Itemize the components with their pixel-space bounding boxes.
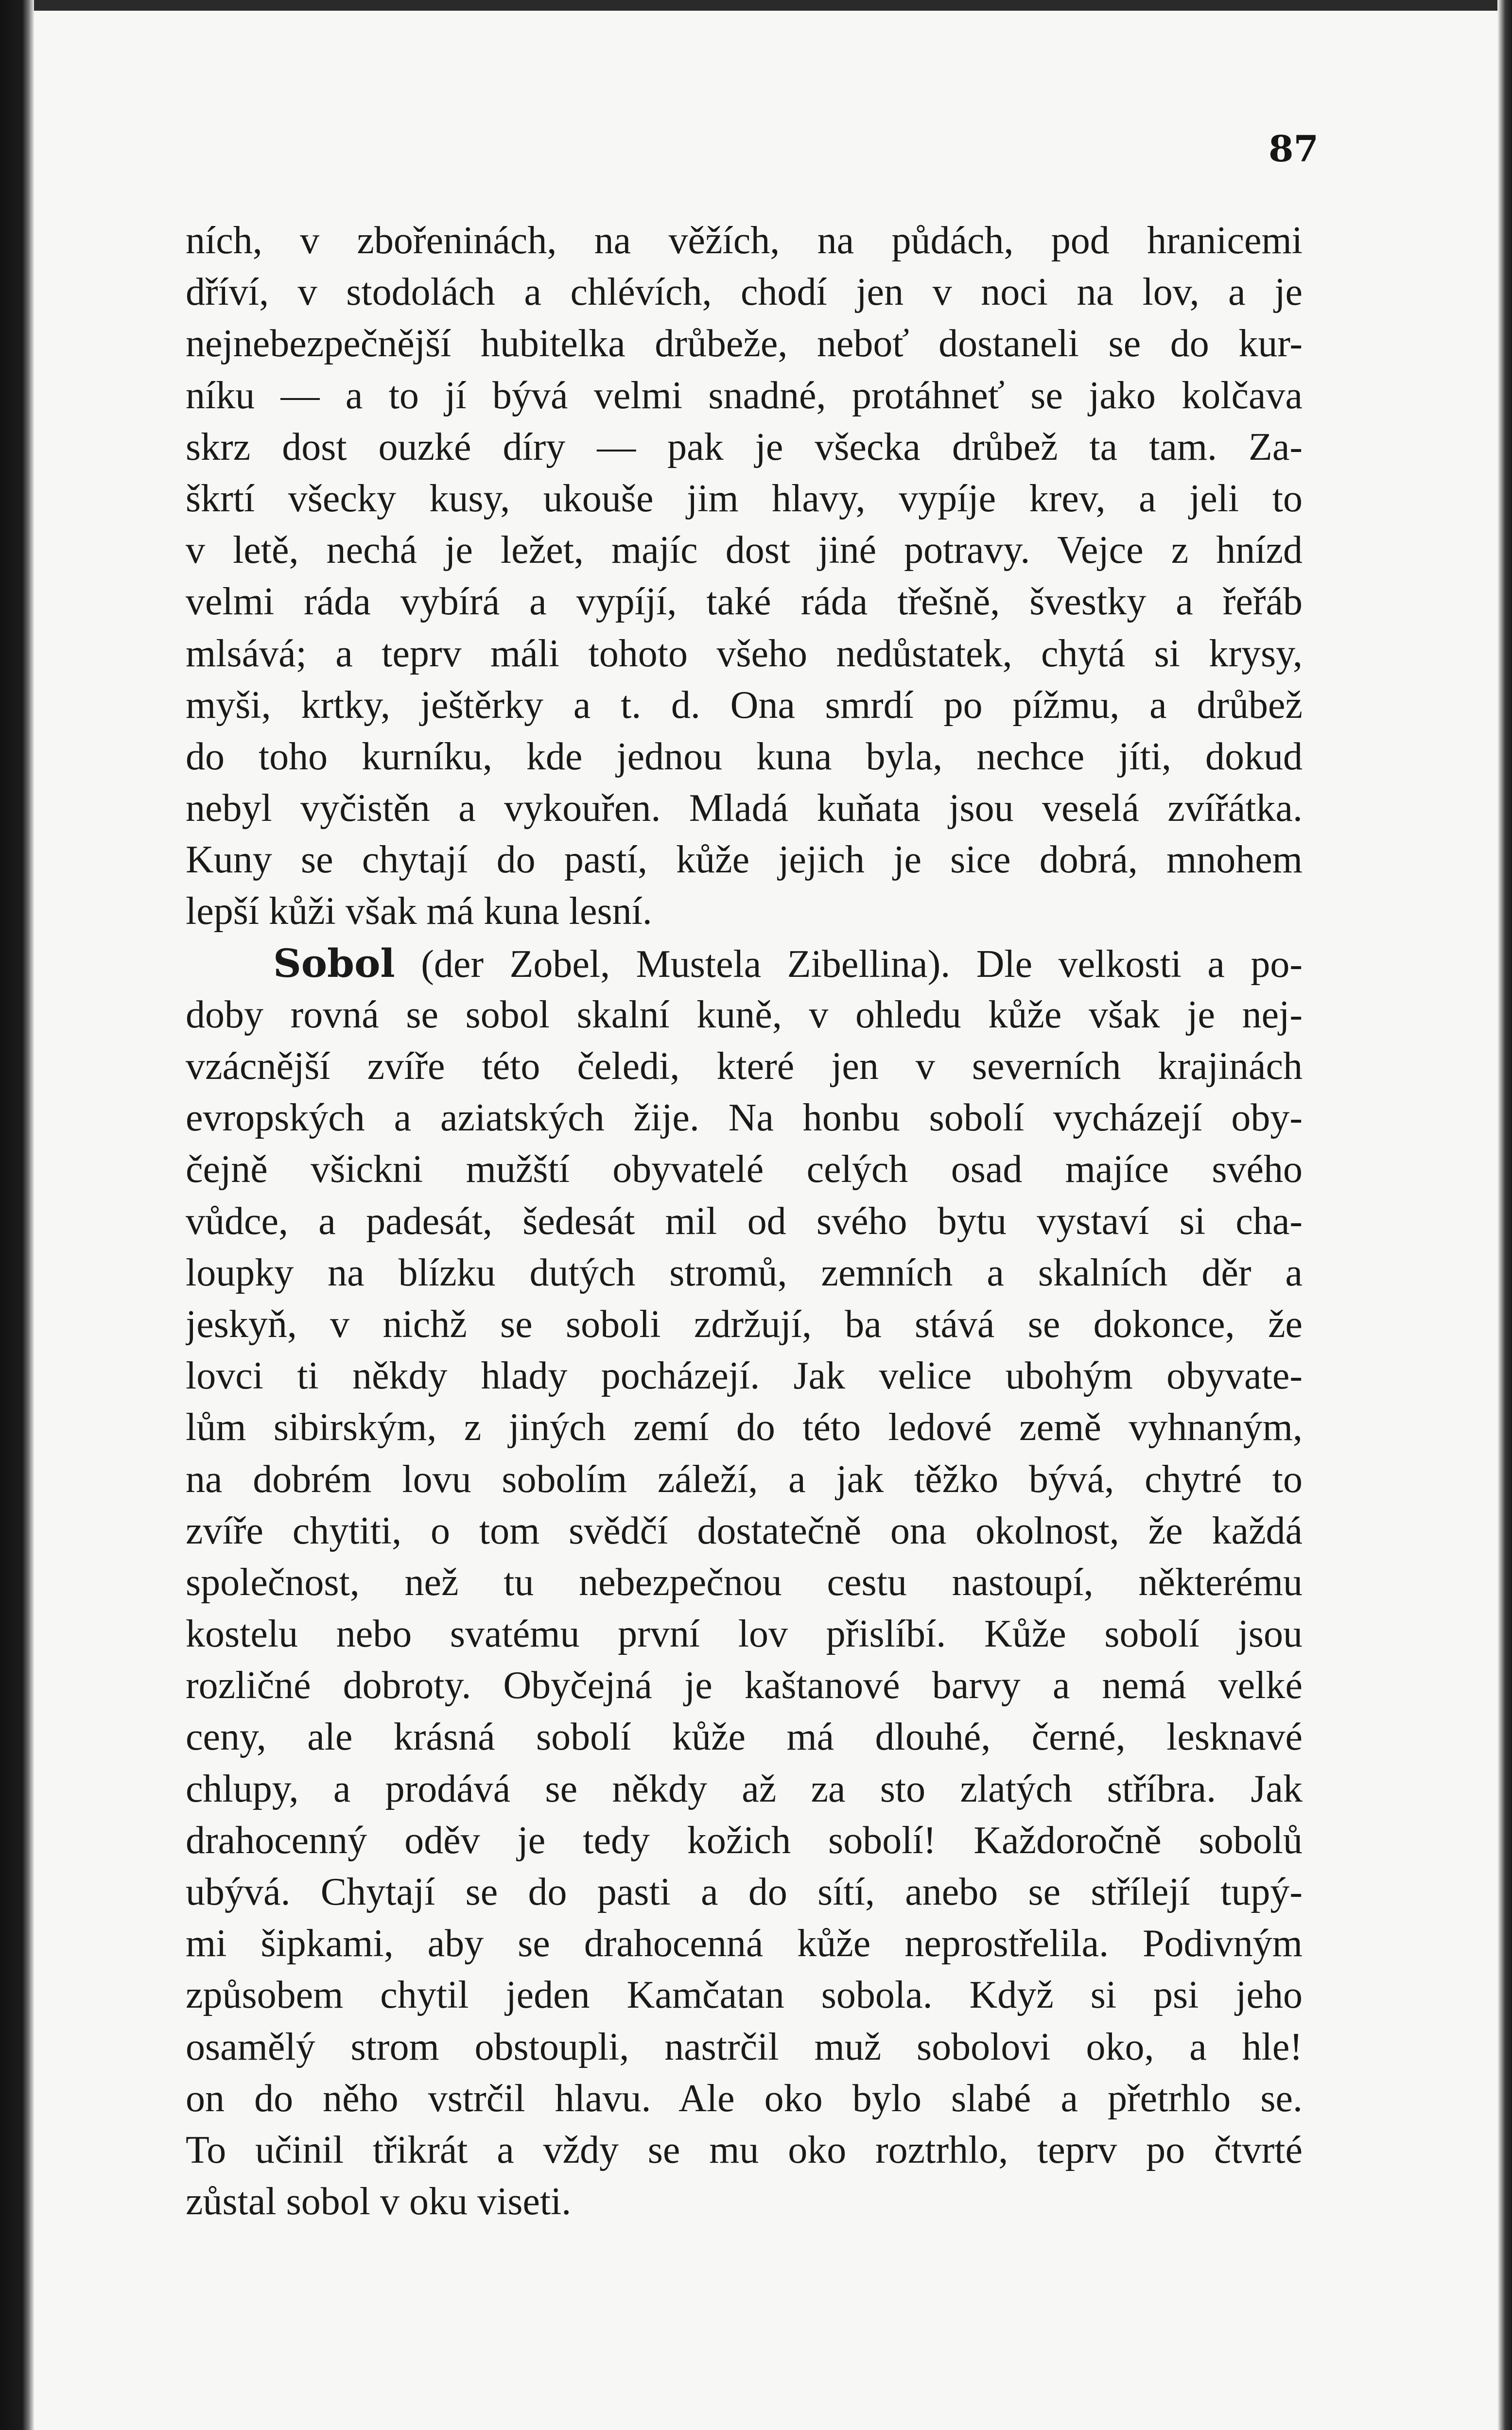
text-line: kostelu nebo svatému první lov přislíbí. Kůže sobolí jsou xyxy=(186,1613,1303,1656)
text-line: mi šipkami, aby se drahocenná kůže neprostřelila. Podivným xyxy=(186,1922,1303,1965)
text-line: zůstal sobol v oku viseti. xyxy=(186,2180,572,2223)
text-line: způsobem chytil jeden Kamčatan sobola. Když si psi jeho xyxy=(186,1974,1303,2017)
text-line: lům sibirským, z jiných zemí do této ledové země vyhnaným, xyxy=(186,1406,1303,1449)
text-line: lepší kůži však má kuna lesní. xyxy=(186,890,652,933)
text-line: evropských a aziatských žije. Na honbu sobolí vycházejí oby- xyxy=(186,1096,1303,1140)
text-line: rozličné dobroty. Obyčejná je kaštanové barvy a nemá velké xyxy=(186,1664,1303,1707)
text-line: zvíře chytiti, o tom svědčí dostatečně ona okolnost, že každá xyxy=(186,1509,1303,1552)
heading-line-rest: (der Zobel, Mustela Zibellina). Dle velkosti a po- xyxy=(395,942,1303,986)
text-line: on do něho vstrčil hlavu. Ale oko bylo slabé a přetrhlo se. xyxy=(186,2077,1303,2120)
text-line: v letě, nechá je ležet, majíc dost jiné potravy. Vejce z hnízd xyxy=(186,529,1303,572)
body-text xyxy=(186,215,1303,2227)
scan-right-edge xyxy=(1497,0,1512,2430)
text-line: loupky na blízku dutých stromů, zemních a skalních děr a xyxy=(186,1251,1303,1294)
section-heading-sobol: Sobol xyxy=(273,940,395,986)
text-line: nejnebezpečnější hubitelka drůbeže, neboť dostaneli se do kur- xyxy=(186,322,1303,365)
text-line: ceny, ale krásná sobolí kůže má dlouhé, černé, lesknavé xyxy=(186,1716,1303,1759)
text-line: Kuny se chytají do pastí, kůže jejich je sice dobrá, mnohem xyxy=(186,838,1303,882)
text-line: jeskyň, v nichž se soboli zdržují, ba stává se dokonce, že xyxy=(186,1302,1303,1346)
text-line: dříví, v stodolách a chlévích, chodí jen v noci na lov, a je xyxy=(186,271,1303,314)
text-line: chlupy, a prodává se někdy až za sto zlatých stříbra. Jak xyxy=(186,1767,1303,1810)
text-line: do toho kurníku, kde jednou kuna byla, nechce jíti, dokud xyxy=(186,735,1303,778)
text-line: na dobrém lovu sobolím záleží, a jak těžko bývá, chytré to xyxy=(186,1458,1303,1501)
text-line: mlsává; a teprv máli tohoto všeho nedůstatek, chytá si krysy, xyxy=(186,632,1303,675)
text-line: ních, v zbořeninách, na věžích, na půdách, pod hranicemi xyxy=(186,219,1303,262)
text-line: vůdce, a padesát, šedesát mil od svého bytu vystaví si cha- xyxy=(186,1199,1303,1243)
text-line: skrz dost ouzké díry — pak je všecka drůbež ta tam. Za- xyxy=(186,425,1303,469)
text-line: nebyl vyčistěn a vykouřen. Mladá kuňata jsou veselá zvířátka. xyxy=(186,787,1303,830)
text-line: ubývá. Chytají se do pasti a do sítí, anebo se střílejí tupý- xyxy=(186,1871,1303,1913)
text-line: To učinil třikrát a vždy se mu oko roztrhlo, teprv po čtvrté xyxy=(186,2128,1303,2171)
text-line: čejně všickni mužští obyvatelé celých osad majíce svého xyxy=(186,1148,1303,1191)
text-line: osamělý strom obstoupli, nastrčil muž sobolovi oko, a hle! xyxy=(186,2025,1303,2068)
scan-left-edge xyxy=(0,0,34,2430)
section-heading-line xyxy=(186,937,1303,989)
text-line: myši, krtky, ještěrky a t. d. Ona smrdí po pížmu, a drůbež xyxy=(186,683,1303,727)
page-number: 87 xyxy=(1269,128,1319,170)
text-line: lovci ti někdy hlady pocházejí. Jak velice ubohým obyvate- xyxy=(186,1354,1303,1398)
text-line: níku — a to jí bývá velmi snadné, protáhneť se jako kolčava xyxy=(186,374,1303,417)
text-line: drahocenný oděv je tedy kožich sobolí! Každoročně sobolů xyxy=(186,1819,1303,1862)
text-line: doby rovná se sobol skalní kuně, v ohledu kůže však je nej- xyxy=(186,993,1303,1036)
scan-top-border xyxy=(0,0,1512,11)
text-line: vzácnější zvíře této čeledi, které jen v severních krajinách xyxy=(186,1045,1303,1088)
text-line: škrtí všecky kusy, ukouše jim hlavy, vypíje krev, a jeli to xyxy=(186,477,1303,520)
text-line: velmi ráda vybírá a vypíjí, také ráda třešně, švestky a řeřáb xyxy=(186,580,1303,624)
text-line: společnost, než tu nebezpečnou cestu nastoupí, některému xyxy=(186,1561,1303,1604)
